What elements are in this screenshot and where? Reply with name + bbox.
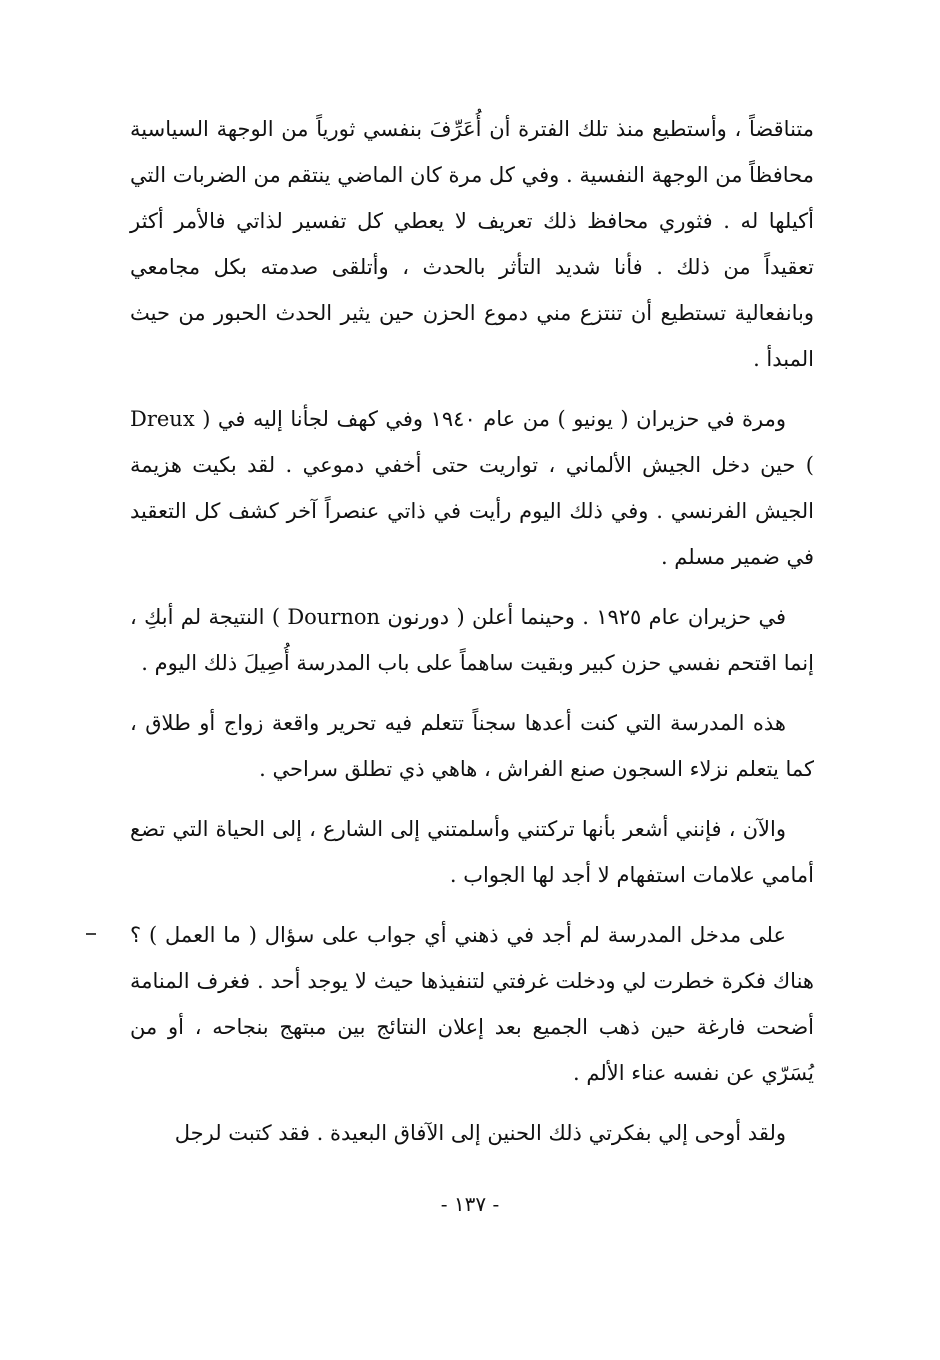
paragraph: متناقضاً ، وأستطيع منذ تلك الفترة أن أُعَرِّفَ بنفسي ثورياً من الوجهة السياسية محافظاً من الوجهة النفسية . وفي كل مرة كان الماضي ينتقم من الضربات التي أكيلها له . فثوري محافظ ذلك تعريف لا يعطي كل تفسير لذاتي فالأمر أكثر تعقيداً من ذلك . فأنا شديد التأثر بالحدث ، وأتلقى صدمته بكل مجامعي وبانفعالية تستطيع أن تنتزع مني دموع الحزن حين يثير الحدث الحبور من حيث المبدأ . xyxy=(130,117,814,371)
margin-mark xyxy=(86,933,96,935)
paragraph: على مدخل المدرسة لم أجد في ذهني أي جواب على سؤال ( ما العمل ) ؟ هناك فكرة خطرت لي ودخلت غرفتي لتنفيذها حيث لا يوجد أحد . فغرف المنامة أضحت فارغة حين ذهب الجميع بعد إعلان النتائج بين مبتهج بنجاحه ، أو من يُسَرّي عن نفسه عناء الألم . xyxy=(130,923,814,1085)
paragraph: هذه المدرسة التي كنت أعدها سجناً تتعلم فيه تحرير واقعة زواج أو طلاق ، كما يتعلم نزلاء السجون صنع الفراش ، هاهي ذي تطلق سراحي . xyxy=(130,711,814,781)
paragraph: والآن ، فإنني أشعر بأنها تركتني وأسلمتني إلى الشارع ، إلى الحياة التي تضع أمامي علامات استفهام لا أجد لها الجواب . xyxy=(130,817,814,887)
paragraph: في حزيران عام ١٩٢٥ . وحينما أعلن ( دورنون Dournon ) النتيجة لم أبكِ ، إنما اقتحم نفسي حزن كبير وبقيت ساهماً على باب المدرسة أُصِيلَ ذلك اليوم . xyxy=(130,605,814,675)
paragraph: ولقد أوحى إلي بفكرتي ذلك الحنين إلى الآفاق البعيدة . فقد كتبت لرجل xyxy=(174,1121,786,1145)
page-number: - ١٣٧ - xyxy=(440,1192,500,1216)
paragraph: ومرة في حزيران ( يونيو ) من عام ١٩٤٠ وفي كهف لجأنا إليه في ( Dreux ) حين دخل الجيش الألماني ، تواريت حتى أخفي دموعي . لقد بكيت هزيمة الجيش الفرنسي . وفي ذلك اليوم رأيت في ذاتي عنصراً آخر كشف كل التعقيد في ضمير مسلم . xyxy=(130,407,814,569)
body-text xyxy=(130,106,814,1156)
